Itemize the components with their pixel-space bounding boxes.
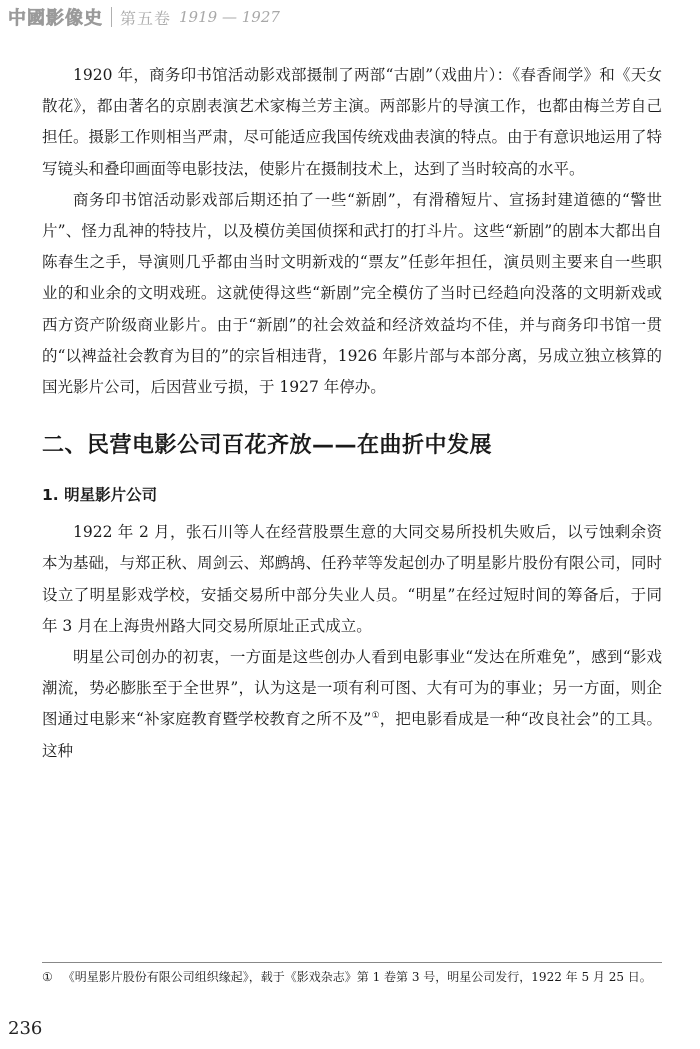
book-title: 中國影像史 [8,8,103,29]
footnote-text: 《明星影片股份有限公司组织缘起》，载于《影戏杂志》第 1 卷第 3 号，明星公司发行，1922 年 5 月 25 日。 [62,970,652,984]
paragraph: 1922 年 2 月，张石川等人在经营股票生意的大同交易所投机失败后，以亏蚀剩余资本为基础，与郑正秋、周剑云、郑鹧鸪、任矜苹等发起创办了明星影片股份有限公司，同时设立了明星影戏学校，安插交易所中部分失业人员。“明星”在经过短时间的筹备后，于同年 3 月在上海贵州路大同交易所原址正式成立。 [42,523,663,635]
paragraph-text: 明星公司创办的初衷，一方面是这些创办人看到电影事业“发达在所难免”，感到“影戏潮流，势必膨胀至于全世界”，认为这是一项有利可图、大有可为的事业；另一方面，则企图通过电影来“补家庭教育暨学校教育之所不及” [42,648,662,729]
paragraph: 商务印书馆活动影戏部后期还拍了一些“新剧”，有滑稽短片、宣扬封建道德的“警世片”、怪力乱神的特技片，以及模仿美国侦探和武打的打斗片。这些“新剧”的剧本大都出自陈春生之手，导演则几乎都由当时文明新戏的“票友”任彭年担任，演员则主要来自一些职业的和业余的文明戏班。这就使得这些“新剧”完全模仿了当时已经趋向没落的文明新戏或西方资产阶级商业影片。由于“新剧”的社会效益和经济效益均不佳，并与商务印书馆一贯的“以裨益社会教育为目的”的宗旨相违背，1926 年影片部与本部分离，另成立独立核算的国光影片公司，后因营业亏损，于 1927 年停办。 [42,190,662,397]
running-header [8,4,280,30]
footnote-divider [42,962,662,963]
header-divider [111,7,112,27]
volume-label: 第五卷 [120,8,172,28]
paragraph-with-note [42,642,662,767]
year-range: 1919 — 1927 [179,8,280,26]
page-body [42,60,662,767]
footnote [42,968,682,986]
footnote-marker: ① [42,970,53,984]
paragraph: 1920 年，商务印书馆活动影戏部摄制了两部“古剧”（戏曲片）：《春香闹学》和《天女散花》，都由著名的京剧表演艺术家梅兰芳主演。两部影片的导演工作，也都由梅兰芳自己担任。摄影工作则相当严肃，尽可能适应我国传统戏曲表演的特点。由于有意识地运用了特写镜头和叠印画面等电影技法，使影片在摄制技术上，达到了当时较高的水平。 [42,66,663,178]
section-heading: 二、民营电影公司百花齐放——在曲折中发展 [42,433,493,459]
footnote-reference[interactable]: ① [371,711,380,722]
paragraph-text: ，把电影看成是一种“改良社会”的工具。这种 [42,710,662,760]
page-number: 236 [8,1018,43,1039]
subsection-heading: 1. 明星影片公司 [42,486,158,505]
